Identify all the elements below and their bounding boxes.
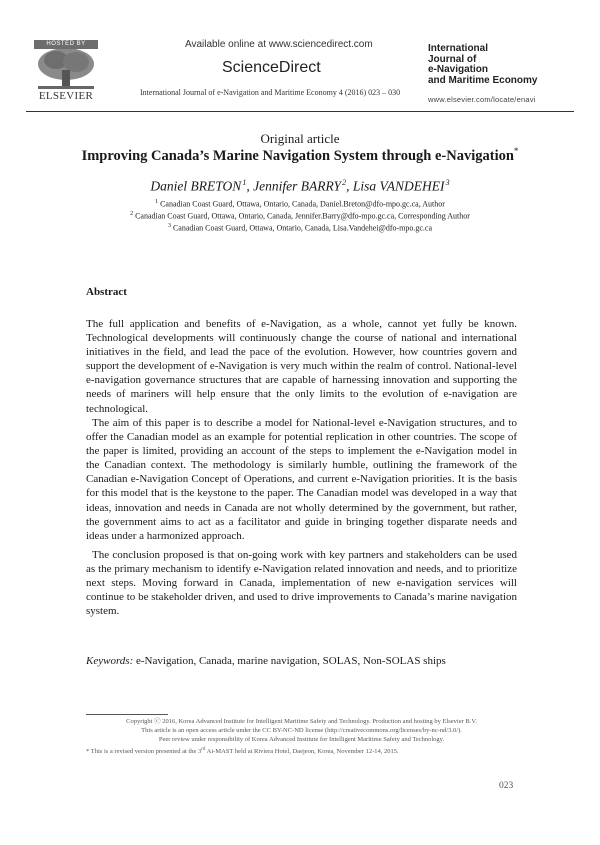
journal-title-line: and Maritime Economy: [428, 74, 538, 86]
keywords-label: Keywords:: [86, 655, 134, 667]
affiliation-sup: 3: [167, 223, 171, 229]
author-sup: 2: [342, 178, 347, 187]
author-separator: ,: [246, 178, 254, 194]
footnote-text-post: Ai-MAST held at Riviera Hotel, Daejeon, Korea, November 12-14, 2015.: [205, 748, 399, 756]
journal-url[interactable]: www.elsevier.com/locate/enavi: [428, 95, 536, 104]
footnote: [86, 747, 399, 755]
affiliation-text: Canadian Coast Guard, Ottawa, Ontario, Canada, Jennifer.Barry@dfo-mpo.gc.ca, Corresponding Author: [135, 211, 470, 221]
title-footnote-mark: *: [513, 146, 519, 156]
abstract-paragraph: The conclusion proposed is that on-going work with key partners and stakeholders can be used as the primary mechanism to identify e-Navigation related innovation and needs, and to prioritize next steps. Moving forward in Canada, implementation of new e-navigation services will continue to be stakeholder driven, and used to drive improvements to Canada’s marine navigation system.: [86, 549, 517, 618]
abstract-paragraph: The aim of this paper is to describe a model for National-level e-Navigation structures, and to offer the Canadian model as an example for potential replication in other countries. The scope of the paper is limited, providing an account of the steps to implement the e-Navigation model in the Canadian context. The methodology is similarly humble, outlining the framework of the Canadian e-Navigation Concept of Operations, and current e-Navigation priorities. It is the basis for this model that is the keystone to the paper. The Canadian model was developed in a way that ideas, innovation and needs in Canada are not wholly determined by the government, but rather, the government aims to act as a facilitator and guide in bringing together disparate needs and ideas under a harmonized approach.: [86, 417, 517, 542]
footnote-ordinal: rd: [201, 747, 206, 752]
article-type: Original article: [260, 131, 340, 146]
footnote-text-pre: This is a revised version presented at the 3: [90, 748, 202, 756]
author-separator: ,: [346, 178, 353, 194]
available-online-prefix: Available online at: [185, 39, 266, 50]
affiliation: [0, 223, 600, 233]
author-sup: 1: [242, 178, 247, 187]
license-line: This article is an open access article under the CC BY-NC-ND license (http://creativecommons.org/licenses/by-nc-nd/3.0/).: [141, 727, 462, 734]
peer-review-line: Peer review under responsibility of Korea Advanced Institute for Intelligent Maritime Safety and Technology.: [158, 736, 445, 743]
copyright-line: Copyright ⓒ 2016, Korea Advanced Institute for Intelligent Maritime Safety and Technology. Production and hosting by Elsevier B.V.: [126, 718, 477, 725]
footnote-divider: [86, 714, 168, 715]
author-name: Daniel BRETON: [150, 178, 242, 194]
affiliation-sup: 2: [130, 211, 134, 217]
journal-title-line: Journal of: [428, 53, 477, 65]
article-title-text: Improving Canada’s Marine Navigation System through e-Navigation: [81, 147, 514, 164]
journal-reference: International Journal of e-Navigation and Maritime Economy 4 (2016) 023 – 030: [140, 88, 401, 97]
abstract-heading: Abstract: [86, 286, 127, 298]
author-list: [0, 178, 600, 195]
affiliation-sup: 1: [155, 199, 159, 205]
affiliation: [0, 211, 600, 221]
article-title: [0, 146, 600, 165]
available-online: [185, 39, 373, 50]
header-divider: [26, 111, 574, 112]
journal-title-line: International: [428, 43, 489, 54]
keywords-text: e-Navigation, Canada, marine navigation, SOLAS, Non-SOLAS ships: [136, 655, 446, 667]
abstract-paragraph: The full application and benefits of e-Navigation, as a whole, cannot yet fully be known. Technological developments will continuously change the course of national and international initiatives in the field, and lead the pace of the evolution. However, how countries govern and support the development of e-Navigation is very much within the realm of control. National-level e-navigation governance structures that are capable of harnessing innovation and supporting the needs of mariners will help ensure that the only limits to the evolution of e-navigation are technological.: [86, 318, 517, 415]
journal-title: [428, 44, 537, 86]
affiliation-text: Canadian Coast Guard, Ottawa, Ontario, Canada, Lisa.Vandehei@dfo-mpo.gc.ca: [172, 223, 433, 233]
author-sup: 3: [445, 178, 450, 187]
author-name: Jennifer BARRY: [253, 178, 341, 194]
hosted-by-label: HOSTED BY: [34, 40, 98, 49]
available-online-url[interactable]: www.sciencedirect.com: [268, 39, 373, 50]
journal-title-line: e-Navigation: [428, 64, 489, 75]
keywords: [86, 655, 446, 667]
affiliation-text: Canadian Coast Guard, Ottawa, Ontario, Canada, Daniel.Breton@dfo-mpo.gc.ca, Author: [160, 199, 445, 209]
publisher-logo-text: ELSEVIER: [38, 90, 94, 102]
affiliation: [0, 199, 600, 209]
author-name: Lisa VANDEHEI: [352, 178, 445, 194]
page-number: 023: [499, 781, 514, 791]
footnote-mark: *: [86, 748, 90, 756]
platform-name: ScienceDirect: [222, 59, 321, 76]
